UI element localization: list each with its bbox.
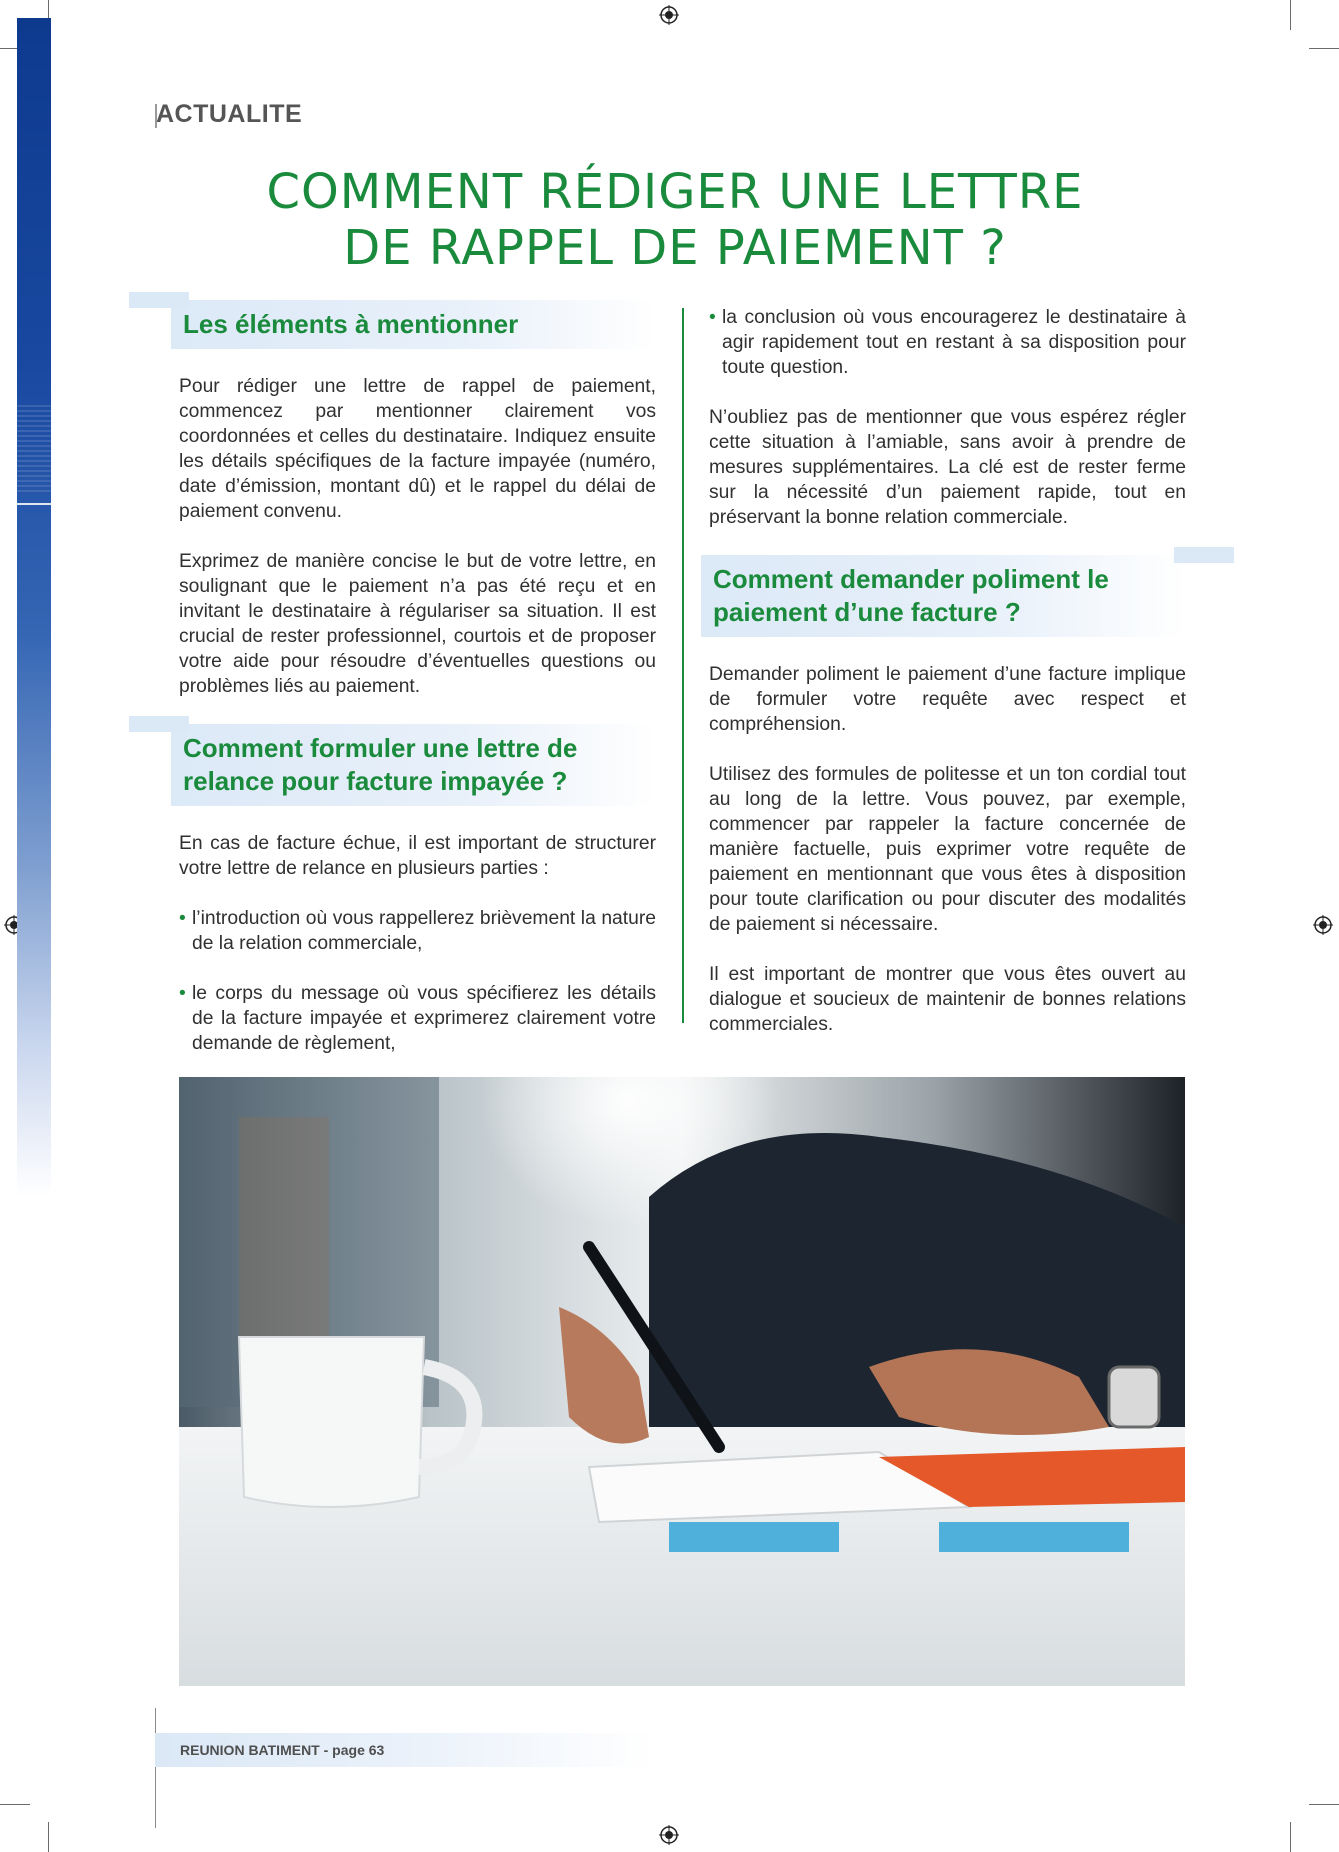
heading-text: Comment demander poliment le paiement d’une facture ?	[713, 564, 1109, 627]
crop-mark	[48, 1822, 49, 1852]
bullet-list	[709, 305, 1186, 380]
paragraph: En cas de facture échue, il est important de structurer votre lettre de relance en plusieurs parties :	[179, 833, 656, 879]
crop-mark	[1309, 48, 1339, 49]
registration-mark-icon	[659, 5, 679, 25]
writing-scene-illustration	[179, 1077, 1185, 1686]
sidebar-stripes	[17, 405, 51, 495]
section-heading	[171, 300, 656, 349]
crop-mark	[0, 1804, 30, 1805]
heading-tab	[129, 292, 189, 308]
paragraph: Il est important de montrer que vous êtes ouvert au dialogue et soucieux de maintenir de bonnes relations commerciales.	[709, 964, 1186, 1035]
registration-mark-icon	[659, 1825, 679, 1845]
paragraph: N’oubliez pas de mentionner que vous espérez régler cette situation à l’amiable, sans avoir à prendre de mesures supplémentaires. La clé est de rester ferme sur la nécessité d’un paiement rapide, tout en préservant la bonne relation commerciale.	[709, 407, 1186, 528]
section-heading	[701, 555, 1186, 637]
paragraph: Demander poliment le paiement d’une facture implique de formuler votre requête avec respect et compréhension.	[709, 664, 1186, 735]
column-divider	[682, 308, 684, 1023]
section-label: ACTUALITE	[156, 100, 303, 128]
bullet-item: • le corps du message où vous spécifierez les détails de la facture impayée et exprimerez clairement votre demande de règlement,	[179, 981, 656, 1056]
article-photo	[179, 1077, 1185, 1686]
paragraph: Pour rédiger une lettre de rappel de paiement, commencez par mentionner clairement vos coordonnées et celles du destinataire. Indiquez ensuite les détails spécifiques de la facture impayée (numéro, date d’émission, montant dû) et le rappel du délai de paiement convenu.	[179, 376, 656, 522]
heading-text: Comment formuler une lettre de relance pour facture impayée ?	[183, 733, 578, 796]
crop-mark	[1309, 1804, 1339, 1805]
footer-bar	[155, 1708, 156, 1828]
sidebar-gradient	[17, 18, 51, 1388]
bullet-list	[179, 906, 656, 1056]
sidebar-divider	[17, 503, 51, 505]
heading-tab	[1174, 547, 1234, 563]
bullet-item: • l’introduction où vous rappellerez brièvement la nature de la relation commerciale,	[179, 906, 656, 956]
section-heading	[171, 724, 656, 806]
page-title	[150, 164, 1200, 276]
crop-mark	[1290, 1822, 1291, 1852]
heading-tab	[129, 716, 189, 732]
footer-page-label: REUNION BATIMENT - page 63	[180, 1742, 385, 1758]
paragraph: Exprimez de manière concise le but de votre lettre, en soulignant que le paiement n’a pas été reçu et en invitant le destinataire à régulariser sa situation. Il est crucial de rester professionnel, courtois et de proposer votre aide pour résoudre d’éventuelles questions ou problèmes liés au paiement.	[179, 551, 656, 697]
heading-text: Les éléments à mentionner	[183, 309, 519, 339]
title-line: DE RAPPEL DE PAIEMENT ?	[343, 220, 1007, 276]
crop-mark	[1290, 0, 1291, 30]
left-column	[179, 309, 656, 1081]
paragraph: Utilisez des formules de politesse et un ton cordial tout au long de la lettre. Vous pouvez, par exemple, commencer par rappeler la facture concernée de manière factuelle, puis exprimer votre requête de paiement en mentionnant que vous êtes à disposition pour toute clarification ou pour discuter des modalités de paiement si nécessaire.	[709, 764, 1186, 935]
title-line: COMMENT RÉDIGER UNE LETTRE	[266, 164, 1084, 220]
bullet-item: • la conclusion où vous encouragerez le destinataire à agir rapidement tout en restant à sa disposition pour toute question.	[709, 305, 1186, 380]
registration-mark-icon	[1313, 915, 1333, 935]
right-column	[709, 305, 1186, 1062]
